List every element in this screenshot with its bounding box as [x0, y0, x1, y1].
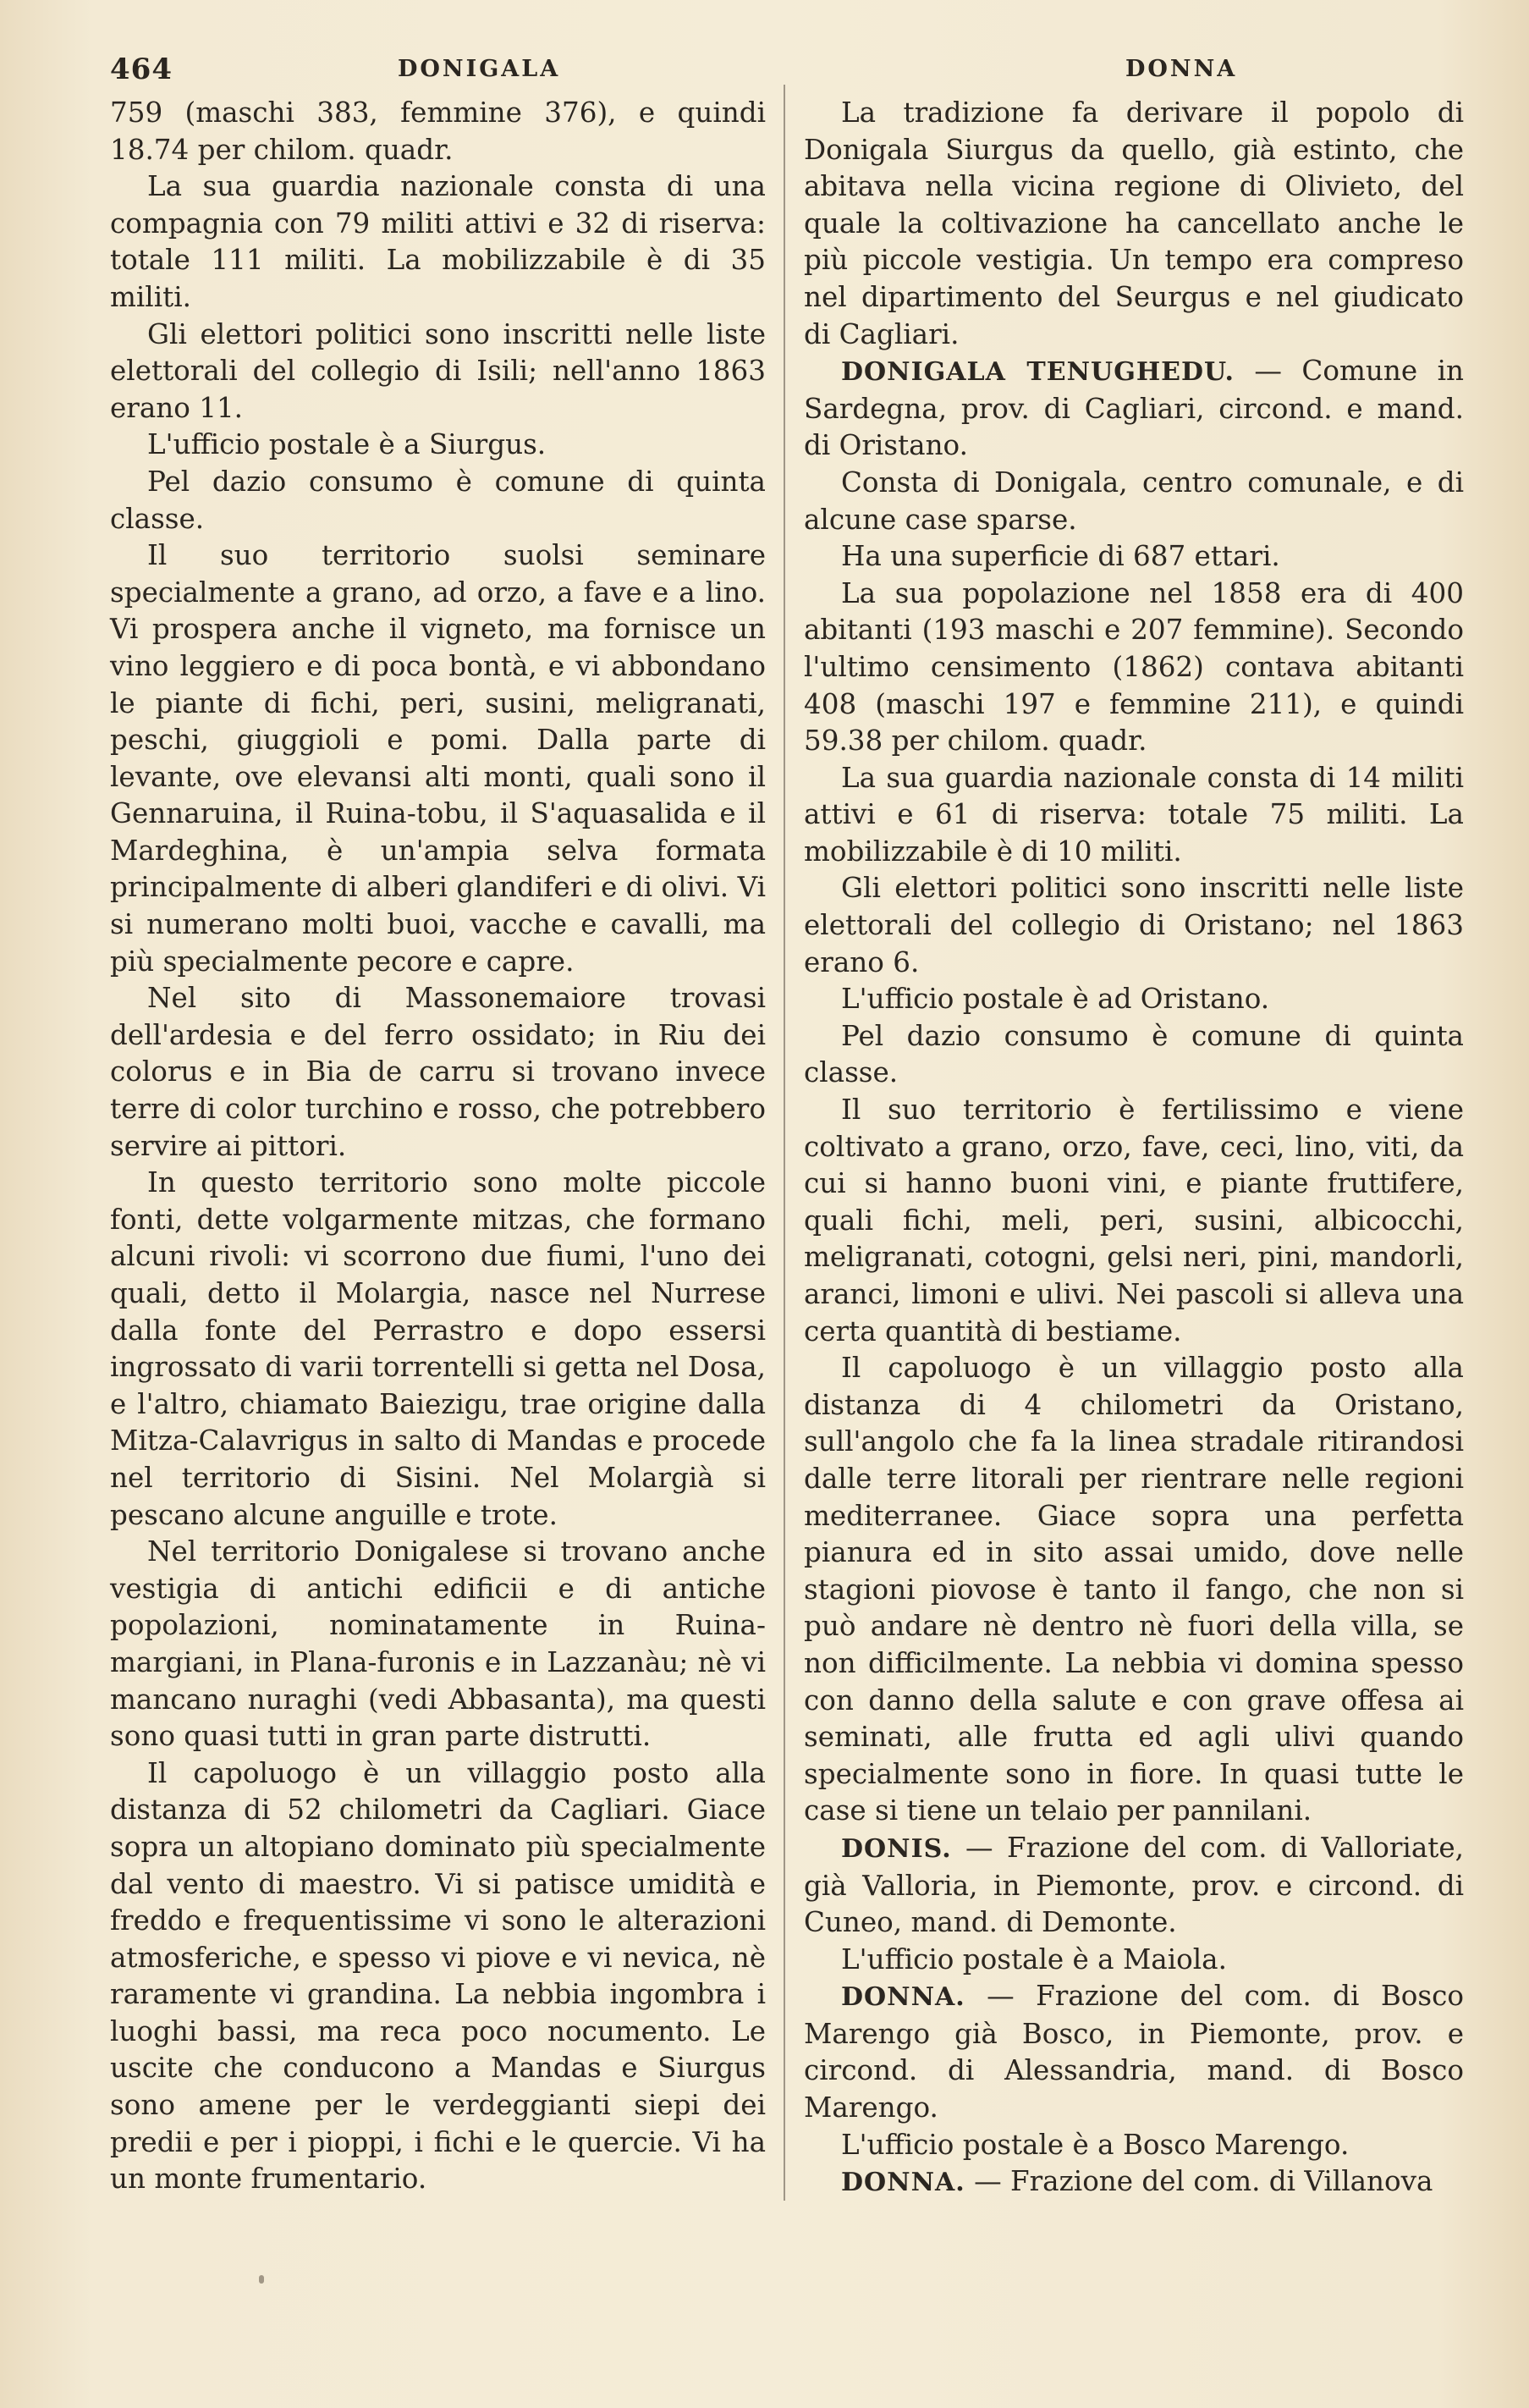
paragraph: L'ufficio postale è a Bosco Marengo. [841, 2128, 1350, 2161]
left-running-head: DONIGALA [398, 56, 561, 82]
paragraph: Il suo territorio suolsi seminare specialmente a grano, ad orzo, a fave e a lino. Vi prospera anche il vigneto, ma fornisce un vino leggiero e di poca bontà, e vi abbondano le piante di fichi, peri, susini, meligranati, peschi, giuggioli e pomi. Dalla parte di levante, ove elevansi alti monti, quali sono il Gennaruina, il Ruina-tobu, il S'aquasalida e il Mardeghina, è un'ampia selva formata principalmente di alberi glandiferi e di olivi. Vi si numerano molti buoi, vacche e cavalli, ma più specialmente pecore e capre. [110, 539, 766, 978]
entry-lead: — Frazione del com. di Bosco Marengo già Bosco, in Piemonte, prov. e circond. di Alessandria, mand. di Bosco Marengo. [804, 1980, 1464, 2124]
paragraph: Pel dazio consumo è comune di quinta classe. [804, 1019, 1464, 1089]
page-number: 464 [110, 52, 173, 86]
entry-lead: — Comune in Sardegna, prov. di Cagliari, circond. e mand. di Oristano. [804, 355, 1464, 462]
paragraph: Pel dazio consumo è comune di quinta classe. [110, 465, 766, 535]
entry-heading: DONIGALA TENUGHEDU. [841, 357, 1235, 388]
entry-lead: — Frazione del com. di Villanova [965, 2165, 1433, 2198]
column-divider [784, 85, 785, 2201]
paragraph: Consta di Donigala, centro comunale, e di alcune case sparse. [804, 466, 1464, 536]
paragraph: In questo territorio sono molte piccole fonti, dette volgarmente mitzas, che formano alcuni rivoli: vi scorrono due fiumi, l'uno dei quali, detto il Molargia, nasce nel Nurrese dalla fonte del Perrastro e dopo essersi ingrossato di varii torrentelli si getta nel Dosa, e l'altro, chiamato Baiezigu, trae origine dalla Mitza-Calavrigus in salto di Mandas e procede nel territorio di Sisini. Nel Molargià si pescano alcune anguille e trote. [110, 1166, 766, 1531]
paragraph: Il capoluogo è un villaggio posto alla distanza di 52 chilometri da Cagliari. Giace sopra un altopiano dominato più specialmente dal vento di maestro. Vi si patisce umidità e freddo e frequentissime vi sono le alterazioni atmosferiche, e spesso vi piove e vi nevica, nè raramente vi grandina. La nebbia ingombra i luoghi bassi, ma reca poco nocumento. Le uscite che conducono a Mandas e Siurgus sono amene per le verdeggianti siepi dei predii e per i pioppi, i fichi e le quercie. Vi ha un monte frumentario. [110, 1756, 766, 2196]
entry-heading: DONIS. [841, 1833, 952, 1864]
entry-heading: DONNA. [841, 2168, 965, 2198]
paragraph: La sua popolazione nel 1858 era di 400 abitanti (193 maschi e 207 femmine). Secondo l'ultimo censimento (1862) contava abitanti 408 (maschi 197 e femmine 211), e quindi 59.38 per chilom. quadr. [804, 576, 1464, 758]
entry-donigala-tenughedu [804, 353, 1464, 465]
paragraph: La tradizione fa derivare il popolo di Donigala Siurgus da quello, già estinto, che abitava nella vicina regione di Olivieto, del quale la coltivazione ha cancellato anche le più piccole vestigia. Un tempo era compreso nel dipartimento del Seurgus e nel giudicato di Cagliari. [804, 96, 1464, 350]
paragraph: Nel sito di Massonemaiore trovasi dell'ardesia e del ferro ossidato; in Riu dei colorus e in Bia de carru si trovano invece terre di color turchino e rosso, che potrebbero servire ai pittori. [110, 982, 766, 1162]
paragraph: Nel territorio Donigalese si trovano anche vestigia di antichi edificii e di antiche popolazioni, nominatamente in Ruina-margiani, in Plana-furonis e in Lazzanàu; nè vi mancano nuraghi (vedi Abbasanta), ma questi sono quasi tutti in gran parte distrutti. [110, 1535, 766, 1753]
paragraph: L'ufficio postale è a Maiola. [841, 1942, 1227, 1975]
entry-donis [804, 1830, 1464, 1942]
paragraph: Il capoluogo è un villaggio posto alla distanza di 4 chilometri da Oristano, sull'angolo che fa la linea stradale ritirandosi dalle terre litorali per rientrare nelle regioni mediterranee. Giace sopra una perfetta pianura ed in sito assai umido, dove nelle stagioni piovose è tanto il fango, che non si può andare nè dentro nè fuori della villa, se non difficilmente. La nebbia vi domina spesso con danno della salute e con grave offesa ai seminati, alle frutta ed agli ulivi quando specialmente sono in fiore. In quasi tutte le case si tiene un telaio per pannilani. [804, 1352, 1464, 1827]
paragraph: Gli elettori politici sono inscritti nelle liste elettorali del collegio di Oristano; nel 1863 erano 6. [804, 872, 1464, 978]
left-column [110, 95, 766, 2198]
entry-lead: — Frazione del com. di Valloriate, già Valloria, in Piemonte, prov. e circond. di Cuneo, mand. di Demonte. [804, 1831, 1464, 1939]
paragraph: Ha una superficie di 687 ettari. [841, 540, 1280, 573]
entry-donna-bosco [804, 1978, 1464, 2126]
paragraph: La sua guardia nazionale consta di una compagnia con 79 militi attivi e 32 di riserva: totale 111 militi. La mobilizzabile è di 35 militi. [110, 170, 766, 313]
ink-spot [259, 2275, 264, 2284]
paragraph: 759 (maschi 383, femmine 376), e quindi 18.74 per chilom. quadr. [110, 96, 766, 166]
paragraph: La sua guardia nazionale consta di 14 militi attivi e 61 di riserva: totale 75 militi. La mobilizzabile è di 10 militi. [804, 761, 1464, 868]
paragraph: Il suo territorio è fertilissimo e viene coltivato a grano, orzo, fave, ceci, lino, viti, da cui si hanno buoni vini, e piante fruttifere, quali fichi, meli, peri, susini, albicocchi, meligranati, cotogni, gelsi neri, pini, mandorli, aranci, limoni e ulivi. Nei pascoli si alleva una certa quantità di bestiame. [804, 1094, 1464, 1347]
entry-donna-villanova [804, 2163, 1464, 2201]
paragraph: Gli elettori politici sono inscritti nelle liste elettorali del collegio di Isili; nell'anno 1863 erano 11. [110, 317, 766, 424]
right-running-head: DONNA [1125, 56, 1238, 82]
entry-heading: DONNA. [841, 1982, 965, 2013]
paragraph: L'ufficio postale è a Siurgus. [147, 428, 547, 461]
right-column [804, 95, 1464, 2201]
paragraph: L'ufficio postale è ad Oristano. [841, 983, 1270, 1016]
